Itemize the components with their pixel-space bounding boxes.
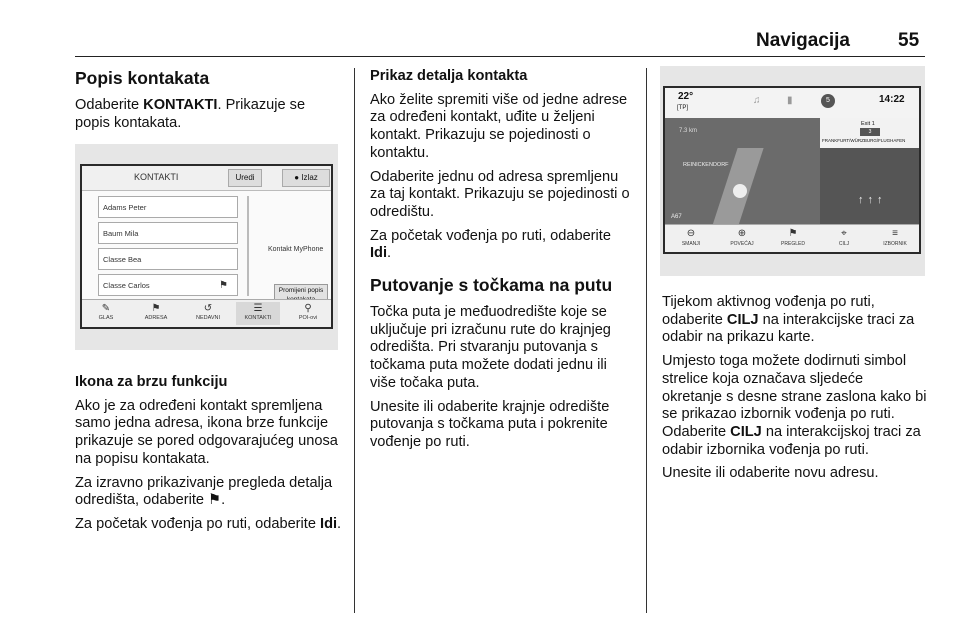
- section-heading-waypoints: Putovanje s točkama na putu: [370, 275, 613, 296]
- nav-voice-button[interactable]: ✎ GLAS: [84, 302, 128, 321]
- notification-badge[interactable]: 5: [821, 94, 835, 108]
- contacts-icon: ☰: [253, 303, 263, 314]
- recent-icon: ↺: [203, 303, 213, 314]
- navigation-screenshot: [660, 66, 925, 276]
- quick-function-flag-icon[interactable]: ⚑: [219, 280, 228, 291]
- contacts-screen: [80, 164, 333, 329]
- zoom-out-icon: ⊖: [686, 228, 696, 239]
- column-divider-2: [646, 68, 647, 613]
- vehicle-position-icon: [733, 184, 747, 198]
- map-interaction-bar: [665, 224, 919, 252]
- contacts-top-bar: [82, 166, 331, 191]
- paragraph-select-address: Odaberite jednu od adresa spremljenu za taj kontakt. Prikazuju se pojedinosti o odredištu.: [370, 168, 630, 220]
- temperature: 22°: [678, 91, 694, 102]
- exit-icon: ●: [294, 173, 300, 182]
- exit-number: 3: [860, 128, 880, 136]
- contact-row[interactable]: Adams Peter: [98, 196, 238, 218]
- map-view[interactable]: [665, 118, 820, 225]
- page-number: 55: [898, 30, 920, 51]
- myphone-contact-label[interactable]: Kontakt MyPhone: [268, 246, 324, 253]
- music-icon[interactable]: ♫: [753, 95, 761, 106]
- paragraph-waypoint-start: Unesite ili odaberite krajnje odredište putovanja s točkama puta i pokrenite vođenje po ruti.: [370, 398, 610, 450]
- menu-button[interactable]: ≡ IZBORNIK: [871, 227, 919, 247]
- section-heading-contacts: Popis kontakata: [75, 68, 210, 88]
- paragraph-arrow-symbol: Umjesto toga možete dodirnuti simbol strelice koja označava sljedeće okretanje s desne strane zaslona kako bi se prikazao izbornik vođenja po ruti. Odaberite CILJ na interakcijskoj traci za odabir izbornika vođenja po ruti.: [662, 353, 927, 458]
- exit-sign: [820, 118, 921, 148]
- nav-contacts-button[interactable]: ☰ KONTAKTI: [236, 302, 280, 325]
- zoom-out-button[interactable]: ⊖ SMANJI: [667, 227, 715, 247]
- page-header-title: Navigacija: [756, 30, 850, 51]
- paragraph-contacts-intro: Odaberite KONTAKTI. Prikazuje se popis kontakata.: [75, 97, 306, 131]
- road-label: A67: [671, 214, 682, 220]
- column-divider-1: [354, 68, 355, 613]
- column-1: [75, 68, 340, 138]
- nav-address-button[interactable]: ⚑ ADRESA: [134, 302, 178, 321]
- map-place-label: REINICKENDORF: [683, 162, 729, 168]
- contact-row[interactable]: Classe Bea: [98, 248, 238, 270]
- contacts-scrollbar[interactable]: [247, 196, 249, 296]
- paragraph-start-guidance: Za početak vođenja po ruti, odaberite Idi.: [75, 515, 342, 532]
- poi-icon: ⚲: [304, 303, 312, 314]
- contacts-title: KONTAKTI: [134, 172, 179, 182]
- traffic-program-indicator: [TP]: [677, 105, 689, 111]
- distance-to-turn: 7.3 km: [679, 128, 698, 134]
- exit-destination: FRANKFURT/WÜRZBURG/FLUGHAFEN: [822, 138, 906, 143]
- status-bar: [665, 88, 919, 119]
- paragraph-contact-details: Ako želite spremiti više od jedne adrese za određeni kontakt, uđite u željeni kontakt. Prikazuju se pojedinosti o kontaktu.: [370, 91, 628, 161]
- overview-button[interactable]: ⚑ PREGLED: [769, 227, 817, 247]
- zoom-in-button[interactable]: ⊕ POVEĆAJ: [718, 227, 766, 247]
- phone-icon[interactable]: ▮: [787, 95, 793, 106]
- subheading-quick-icon: Ikona za brzu funkciju: [75, 374, 228, 390]
- column-1-lower: [75, 374, 343, 540]
- paragraph-new-address: Unesite ili odaberite novu adresu.: [662, 465, 879, 482]
- contacts-interaction-bar: [82, 299, 331, 327]
- exit-label: Exit 1: [861, 121, 875, 127]
- exit-button[interactable]: ● Izlaz: [282, 169, 330, 187]
- nav-recent-button[interactable]: ↺ NEDAVNI: [186, 302, 230, 321]
- contacts-screenshot: [75, 144, 338, 350]
- paragraph-destination-details: Za izravno prikazivanje pregleda detalja odredišta, odaberite ⚑.: [75, 474, 333, 509]
- header-rule: [75, 56, 925, 57]
- paragraph-start-guidance-2: Za početak vođenja po ruti, odaberite Idi.: [370, 227, 611, 262]
- column-2: [370, 68, 636, 458]
- edit-button[interactable]: Uredi: [228, 169, 262, 187]
- lane-arrows-icon: ↑↑↑: [858, 194, 887, 206]
- menu-icon: ≡: [892, 228, 898, 239]
- navigation-screen: [663, 86, 921, 254]
- column-3: [662, 294, 927, 489]
- destination-icon: ⌖: [841, 228, 847, 239]
- contact-row[interactable]: Baum Mila: [98, 222, 238, 244]
- clock: 14:22: [879, 94, 905, 105]
- change-contact-list-button[interactable]: Promijeni popis: [274, 284, 328, 306]
- voice-icon: ✎: [101, 303, 111, 314]
- contact-row[interactable]: Classe Carlos ⚑: [98, 274, 238, 296]
- flag-icon: ⚑: [788, 228, 798, 239]
- paragraph-active-guidance: Tijekom aktivnog vođenja po ruti, odaberite CILJ na interakcijske traci za odabir na prikazu karte.: [662, 294, 915, 346]
- paragraph-waypoint-definition: Točka puta je međuodredište koje se uključuje pri izračunu rute do krajnjeg odredišta. Pri stvaranju putovanja s točkama puta možete dodati jednu ili više točaka puta.: [370, 304, 611, 391]
- turn-guidance-panel[interactable]: [820, 118, 921, 225]
- paragraph-quick-icon: Ako je za određeni kontakt spremljena samo jedna adresa, ikona brze funkcije prikazuje se pored odgovarajućeg unosa na popisu kontakata.: [75, 397, 338, 467]
- destination-button[interactable]: ⌖ CILJ: [820, 227, 868, 247]
- flag-icon: ⚑: [151, 303, 161, 314]
- subheading-contact-details: Prikaz detalja kontakta: [370, 68, 528, 84]
- zoom-in-icon: ⊕: [737, 228, 747, 239]
- nav-poi-button[interactable]: ⚲ POI-ovi: [286, 302, 330, 321]
